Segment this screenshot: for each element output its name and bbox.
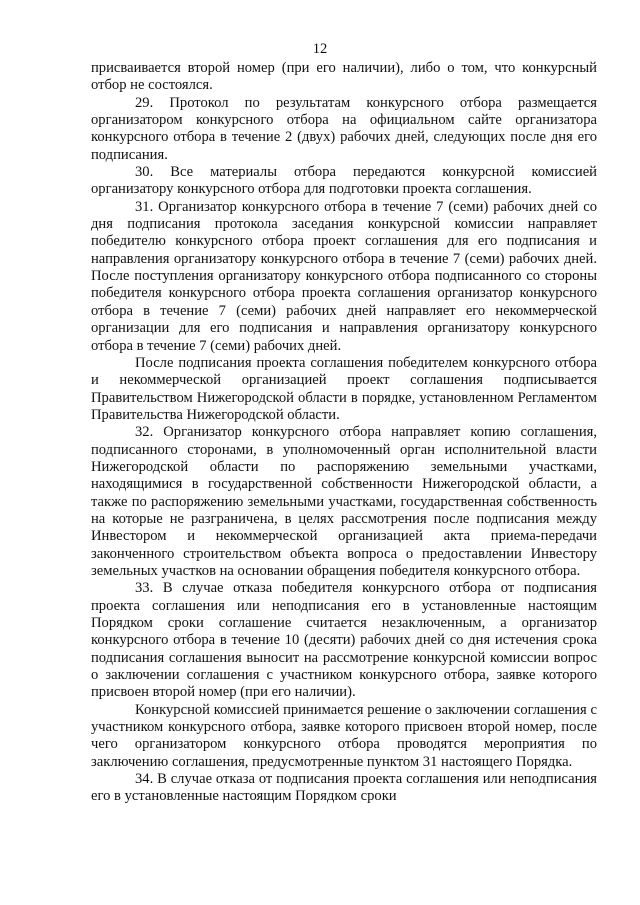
paragraph-33: 33. В случае отказа победителя конкурсного отбора от подписания проекта соглашения или неподписания его в установленные настоящим Порядком сроки соглашение считается незаключенным, а организатор конкурсного отбора в течение 10 (десяти) рабочих дней со дня истечения срока подписания соглашения выносит на рассмотрение конкурсной комиссии вопрос о заключении соглашения с участником конкурсного отбора, заявке которого присвоен второй номер (при его наличии). (91, 580, 597, 701)
paragraph-29: 29. Протокол по результатам конкурсного отбора размещается организатором конкурсного отбора на официальном сайте организатора конкурсного отбора в течение 2 (двух) рабочих дней, следующих после дня его подписания. (91, 94, 597, 163)
paragraph-31: 31. Организатор конкурсного отбора в течение 7 (семи) рабочих дней со дня подписания протокола заседания конкурсной комиссии направляет победителю конкурсного отбора проект соглашения для его подписания и направления организатору конкурсного отбора в течение 7 (семи) рабочих дней. После поступления организатору конкурсного отбора подписанного со стороны победителя конкурсного отбора проекта соглашения организатор конкурсного отбора в течение 7 (семи) рабочих дней направляет его некоммерческой организации для его подписания и направления организатору конкурсного отбора в течение 7 (семи) рабочих дней. (91, 198, 597, 354)
paragraph-continuation: присваивается второй номер (при его наличии), либо о том, что конкурсный отбор не состоялся. (91, 60, 597, 94)
paragraph-33-continued: Конкурсной комиссией принимается решение о заключении соглашения с участником конкурсного отбора, заявке которого присвоен второй номер, после чего организатором конкурсного отбора проводятся мероприятия по заключению соглашения, предусмотренные пунктом 31 настоящего Порядка. (91, 701, 597, 770)
page-number: 12 (312, 41, 328, 57)
paragraph-31-continued: После подписания проекта соглашения победителем конкурсного отбора и некоммерческой организацией проект соглашения подписывается Правительством Нижегородской области в порядке, установленном Регламентом Правительства Нижегородской области. (91, 354, 597, 423)
paragraph-34: 34. В случае отказа от подписания проекта соглашения или неподписания его в установленные настоящим Порядком сроки (91, 771, 597, 805)
paragraph-30: 30. Все материалы отбора передаются конкурсной комиссией организатору конкурсного отбора для подготовки проекта соглашения. (91, 164, 597, 198)
document-body (91, 60, 597, 806)
paragraph-32: 32. Организатор конкурсного отбора направляет копию соглашения, подписанного сторонами, в уполномоченный орган исполнительной власти Нижегородской области по распоряжению земельными участками, находящимися в государственной собственности Нижегородской области, а также по распоряжению земельными участками, государственная собственность на которые не разграничена, в целях рассмотрения после подписания между Инвестором и некоммерческой организацией акта приема-передачи законченного строительством объекта вопроса о предоставлении Инвестору земельных участков на основании обращения победителя конкурсного отбора. (91, 424, 597, 579)
